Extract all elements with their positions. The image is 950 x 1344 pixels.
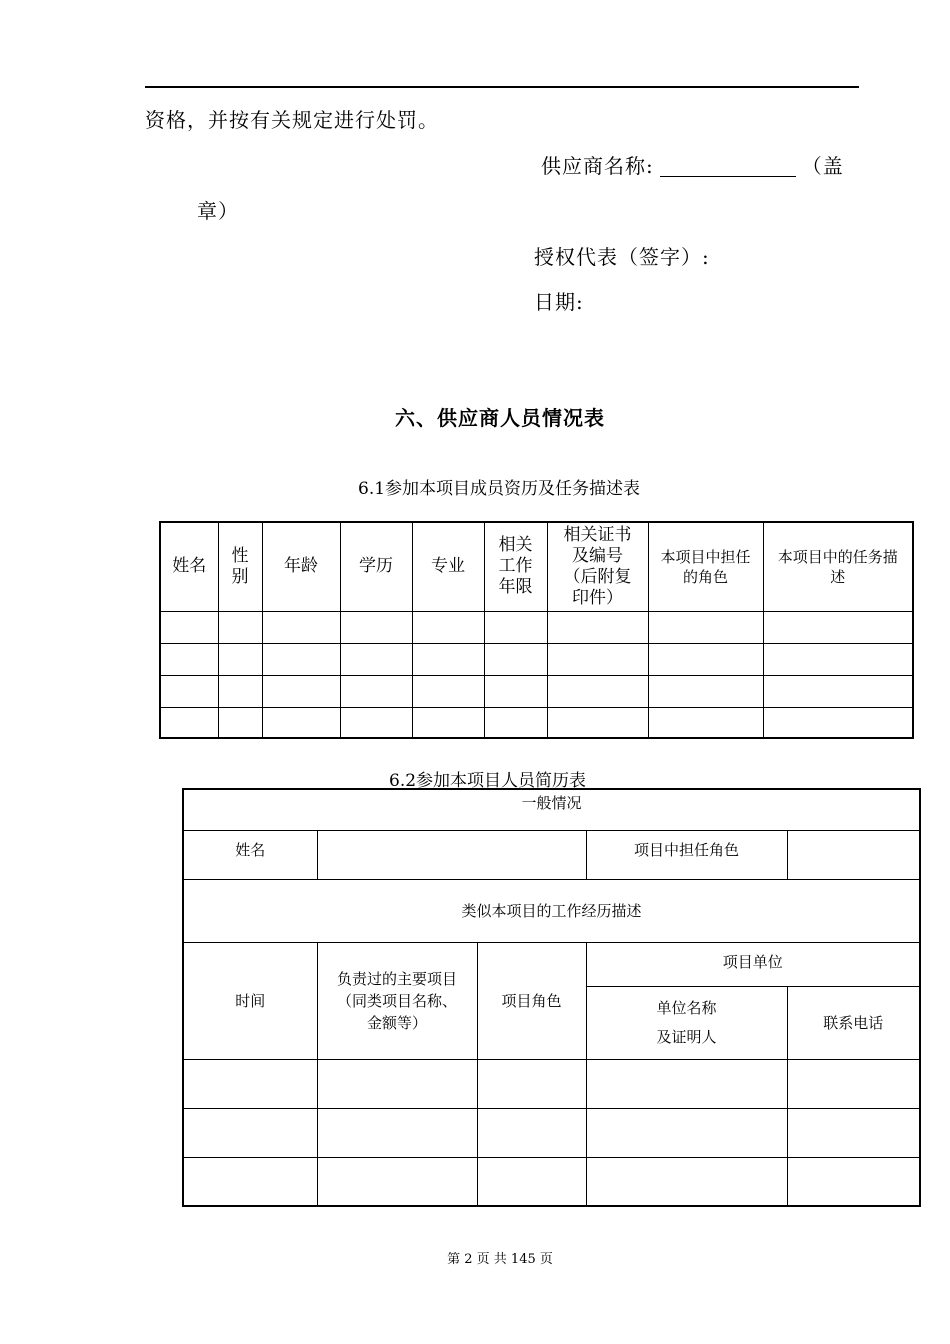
section-title: 六、供应商人员情况表	[395, 406, 605, 430]
supplier-name-line	[541, 150, 844, 179]
member-qualification-table	[159, 521, 914, 739]
table-row	[183, 1157, 920, 1206]
role-input-cell[interactable]	[787, 830, 920, 879]
table1-caption: 6.1参加本项目成员资历及任务描述表	[358, 479, 641, 499]
header-certificates: 相关证书及编号（后附复印件）	[547, 522, 648, 611]
general-heading: 一般情况	[183, 789, 920, 830]
seal-open-text: （盖	[801, 154, 844, 178]
supplier-name-blank[interactable]	[660, 156, 796, 177]
header-gender: 性别	[218, 522, 262, 611]
header-phone: 联系电话	[787, 986, 920, 1059]
experience-heading-row	[183, 879, 920, 942]
name-row	[183, 830, 920, 879]
header-time: 时间	[183, 942, 317, 1059]
header-project-role: 项目角色	[477, 942, 586, 1059]
authorized-rep-label: 授权代表（签字）:	[534, 245, 710, 269]
name-input-cell[interactable]	[317, 830, 586, 879]
header-name: 姓名	[160, 522, 218, 611]
seal-close-text: 章）	[197, 199, 239, 223]
header-unit-name: 单位名称 及证明人	[586, 986, 787, 1059]
header-major: 专业	[412, 522, 484, 611]
header-main-projects: 负责过的主要项目（同类项目名称、金额等）	[317, 942, 477, 1059]
header-age: 年龄	[262, 522, 340, 611]
general-row	[183, 789, 920, 830]
name-label: 姓名	[183, 830, 317, 879]
experience-header-row-1	[183, 942, 920, 986]
table-row	[160, 611, 913, 643]
supplier-name-label: 供应商名称:	[541, 154, 654, 178]
table-row	[160, 707, 913, 738]
header-role: 本项目中担任的角色	[648, 522, 763, 611]
letter-line-1: 资格，并按有关规定进行处罚。	[145, 108, 439, 132]
header-task-description: 本项目中的任务描述	[763, 522, 913, 611]
header-work-years: 相关工作年限	[484, 522, 547, 611]
table-row	[160, 643, 913, 675]
header-rule	[145, 86, 859, 88]
header-project-unit: 项目单位	[586, 942, 920, 986]
table1-header-row	[160, 522, 913, 611]
experience-heading: 类似本项目的工作经历描述	[183, 879, 920, 942]
role-label: 项目中担任角色	[586, 830, 787, 879]
table-row	[183, 1108, 920, 1157]
table-row	[183, 1059, 920, 1108]
table2-caption: 6.2参加本项目人员简历表	[389, 771, 587, 791]
date-label: 日期:	[534, 290, 584, 314]
header-education: 学历	[340, 522, 412, 611]
personnel-resume-table	[182, 788, 921, 1207]
table-row	[160, 675, 913, 707]
page-footer: 第 2 页 共 145 页	[447, 1252, 553, 1267]
